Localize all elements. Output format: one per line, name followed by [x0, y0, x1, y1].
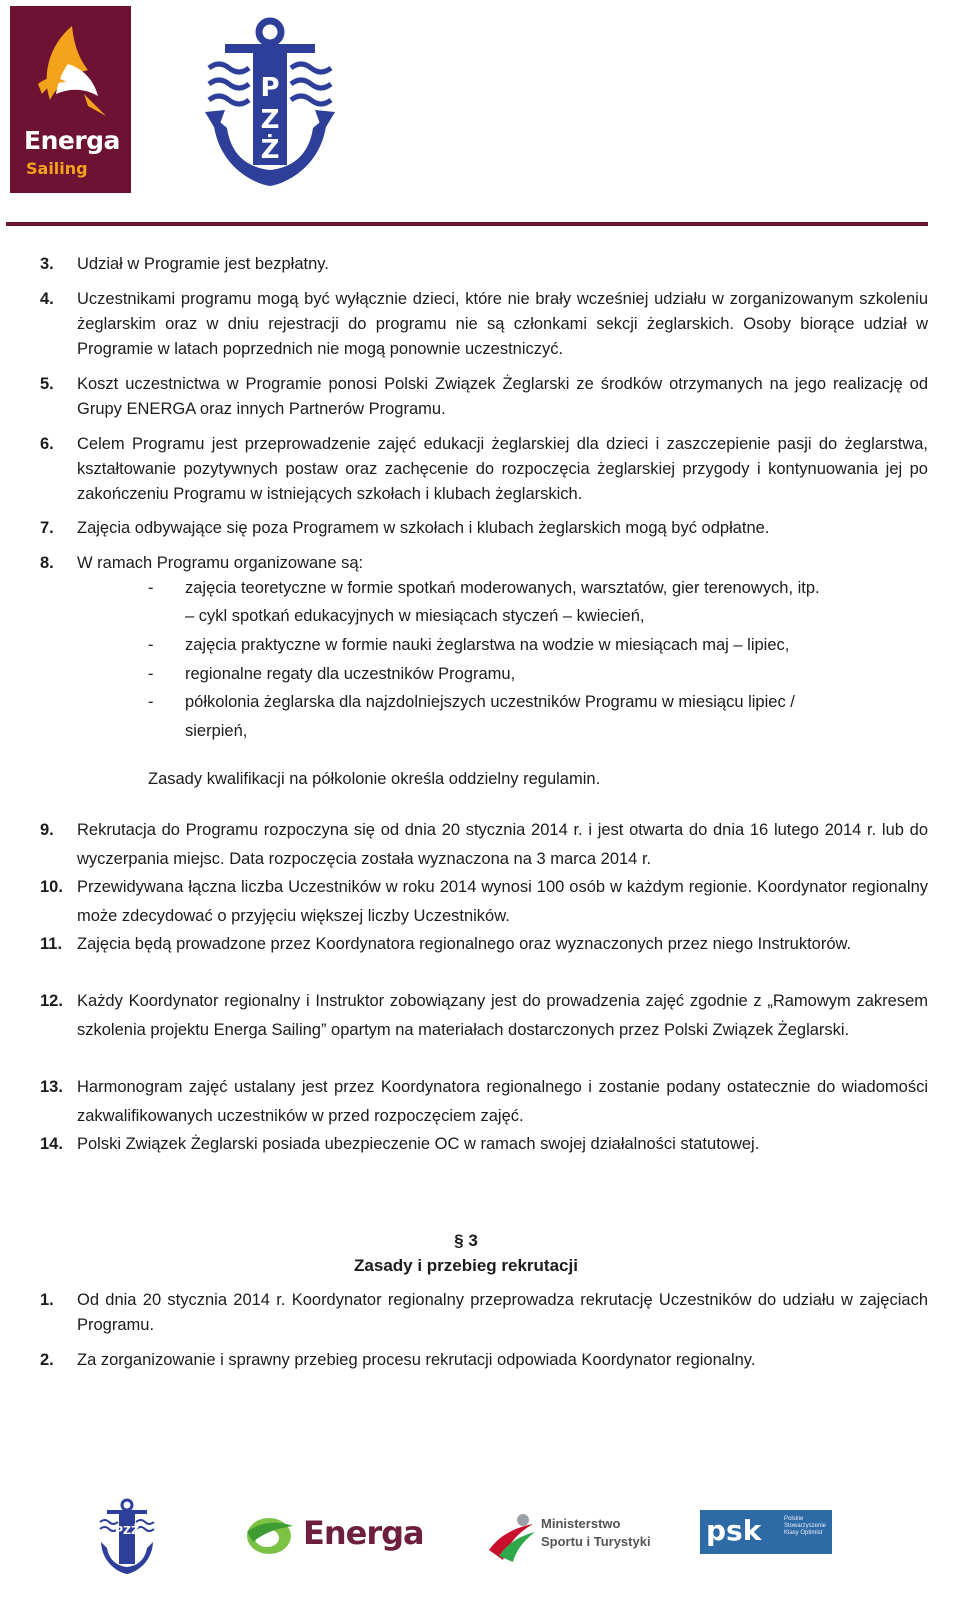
list-item: [40, 372, 928, 422]
list-item: [40, 252, 928, 277]
list-item: [40, 1348, 928, 1373]
section-number: § 3: [454, 1231, 478, 1250]
sub-item-text: zajęcia teoretyczne w formie spotkań moderowanych, warsztatów, gier terenowych, itp.: [185, 579, 820, 597]
list-item: [40, 1288, 928, 1338]
list-item: [40, 287, 928, 362]
psk-small-text: Polskie Stowarzyszenie Klasy Optimist: [784, 1516, 827, 1536]
item-text: Rekrutacja do Programu rozpoczyna się od dnia 20 stycznia 2014 r. i jest otwarta do dnia 16 lutego 2014 r. lub do wyczerpania miejsc. Data rozpoczęcia została wyznaczona na 3 marca 2014 r.: [77, 821, 928, 868]
list-item: [40, 930, 928, 959]
list-item: [40, 816, 928, 874]
item-number: 9.: [40, 821, 54, 839]
sub-item-text: – cykl spotkań edukacyjnych w miesiącach styczeń – kwiecień,: [185, 607, 645, 625]
list-item: [40, 873, 928, 931]
list-item: [40, 1130, 928, 1159]
psk-word: psk: [706, 1514, 762, 1547]
item-text: Celem Programu jest przeprowadzenie zajęć edukacji żeglarskiej dla dzieci i zaszczepienie pasji do żeglarstwa, kształtowanie pozytywnych postaw oraz zachęcenie do rozpoczęcia żeglarskiej przygody i kontynuowania jej po zakończeniu Programu w istniejących szkołach i klubach żeglarskich.: [77, 435, 928, 503]
ministry-line1: Ministerstwo: [541, 1516, 621, 1531]
energa-leaf-icon: [243, 1510, 299, 1560]
item-text: Koszt uczestnictwa w Programie ponosi Polski Związek Żeglarski ze środków otrzymanych na jego realizację od Grupy ENERGA oraz innych Partnerów Programu.: [77, 375, 928, 418]
sub-item-dash: -: [148, 693, 154, 711]
sub-item-text: sierpień,: [185, 722, 248, 740]
energa-logo-word: Energa: [24, 126, 120, 155]
footer-logos: [0, 1490, 960, 1618]
list-item: [40, 1073, 928, 1131]
energa-footer-word: Energa: [303, 1514, 424, 1552]
svg-text:Ż: Ż: [260, 135, 280, 165]
pzz-anchor-logo-small: [98, 1498, 156, 1576]
item-number: 14.: [40, 1135, 63, 1153]
item-text: W ramach Programu organizowane są:: [77, 554, 364, 572]
pzz-footer-logo-text: PZŻ: [114, 1524, 140, 1537]
energa-logo-sub: Sailing: [26, 159, 88, 178]
item-text: Harmonogram zajęć ustalany jest przez Koordynatora regionalnego i zostanie podany ostatecznie do wiadomości zakwalifikowanych uczestników w przed rozpoczęciem zajęć.: [77, 1078, 928, 1125]
item-text: Każdy Koordynator regionalny i Instruktor zobowiązany jest do prowadzenia zajęć zgodnie z „Ramowym zakresem szkolenia projektu Energa Sailing” opartym na materiałach dostarczonych przez Polski Związek Żeglarski.: [77, 992, 928, 1039]
svg-text:P: P: [260, 73, 280, 103]
list-item: [40, 551, 928, 576]
item-number: 3.: [40, 255, 54, 273]
sub-item-text: regionalne regaty dla uczestników Programu,: [185, 665, 516, 683]
sub-item-dash: -: [148, 636, 154, 654]
energa-footer-logo: [243, 1510, 424, 1560]
item-number: 11.: [40, 935, 63, 953]
psk-logo: [700, 1510, 832, 1554]
energa-sail-icon: [28, 24, 108, 120]
qualification-note: Zasady kwalifikacji na półkolonie określa oddzielny regulamin.: [148, 770, 601, 788]
ministry-logo: [485, 1510, 655, 1570]
item-text: Uczestnikami programu mogą być wyłącznie dzieci, które nie brały wcześniej udziału w zorganizowanym szkoleniu żeglarskim oraz w dniu rejestracji do programu nie są członkami sekcji żeglarskich. Osoby biorące udział w Programie w latach poprzednich nie mogą ponownie uczestniczyć.: [77, 290, 928, 358]
list-item: [40, 987, 928, 1045]
list-item: [40, 516, 928, 541]
header-rule: [6, 222, 928, 226]
item-text: Polski Związek Żeglarski posiada ubezpieczenie OC w ramach swojej działalności statutowej.: [77, 1135, 760, 1153]
svg-text:Z: Z: [260, 105, 280, 135]
item-number: 5.: [40, 375, 54, 393]
energa-sailing-logo: [10, 6, 131, 193]
item-number: 4.: [40, 290, 54, 308]
item-text: Udział w Programie jest bezpłatny.: [77, 255, 329, 273]
ministry-emblem-icon: [485, 1510, 539, 1566]
item-number: 13.: [40, 1078, 63, 1096]
item-number: 1.: [40, 1291, 54, 1309]
list-item: [40, 432, 928, 507]
sub-item-text: półkolonia żeglarska dla najzdolniejszych uczestników Programu w miesiącu lipiec /: [185, 693, 795, 711]
item-number: 2.: [40, 1351, 54, 1369]
section-title: Zasady i przebieg rekrutacji: [354, 1256, 578, 1275]
item-text: Od dnia 20 stycznia 2014 r. Koordynator regionalny przeprowadza rekrutację Uczestników do udziału w zajęciach Programu.: [77, 1291, 928, 1334]
pzz-anchor-logo: [205, 16, 335, 191]
header-logos: [10, 6, 370, 196]
item-number: 12.: [40, 992, 63, 1010]
sub-item-dash: -: [148, 579, 154, 597]
item-text: Zajęcia będą prowadzone przez Koordynatora regionalnego oraz wyznaczonych przez niego Instruktorów.: [77, 935, 852, 953]
item-number: 6.: [40, 435, 54, 453]
item-text: Za zorganizowanie i sprawny przebieg procesu rekrutacji odpowiada Koordynator regionalny.: [77, 1351, 756, 1369]
ministry-line2: Sportu i Turystyki: [541, 1534, 651, 1549]
item-text: Przewidywana łączna liczba Uczestników w roku 2014 wynosi 100 osób w każdym regionie. Koordynator regionalny może zdecydować o przyjęciu większej liczby Uczestników.: [77, 878, 928, 925]
sub-item-text: zajęcia praktyczne w formie nauki żeglarstwa na wodzie w miesiącach maj – lipiec,: [185, 636, 790, 654]
item-number: 8.: [40, 554, 54, 572]
sub-item-dash: -: [148, 665, 154, 683]
item-text: Zajęcia odbywające się poza Programem w szkołach i klubach żeglarskich mogą być odpłatne.: [77, 519, 770, 537]
item-number: 10.: [40, 878, 63, 896]
item-number: 7.: [40, 519, 54, 537]
